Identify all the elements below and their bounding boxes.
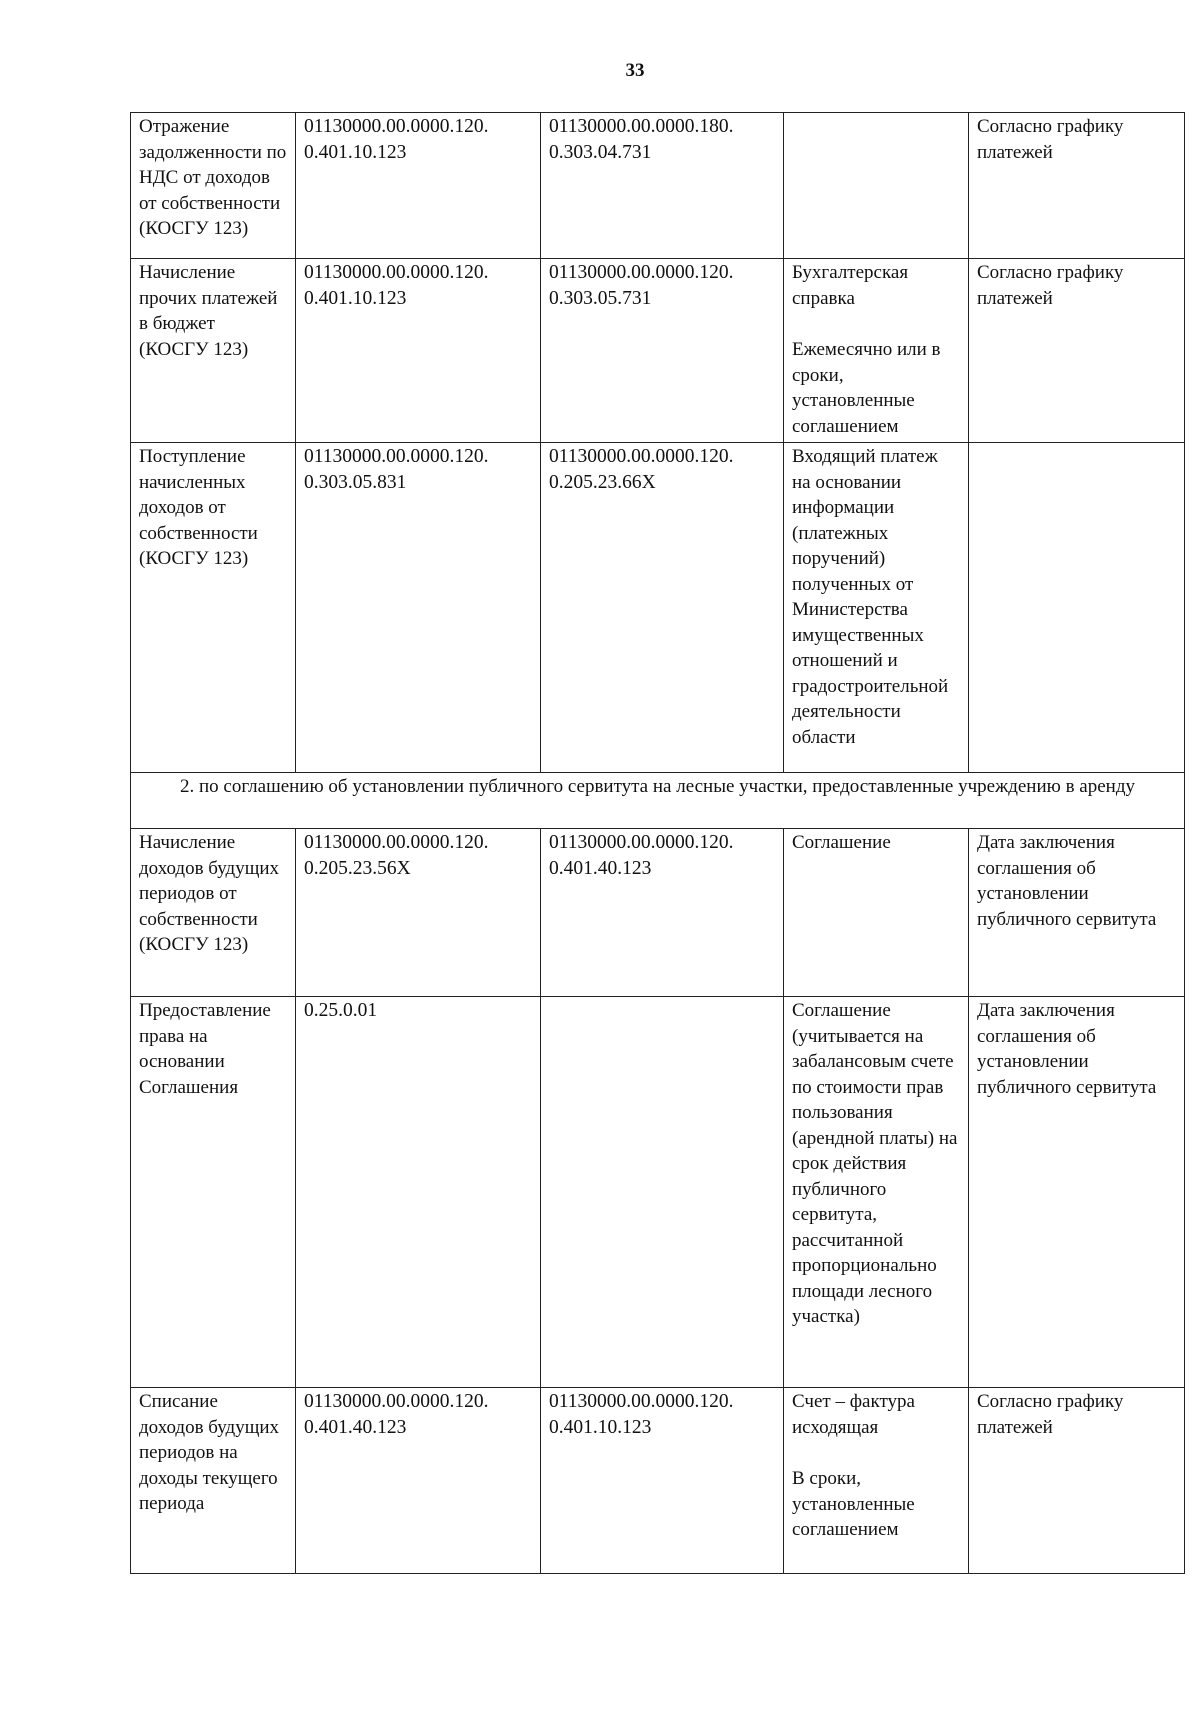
- term-cell: Согласно графику платежей: [969, 259, 1185, 443]
- document-cell: Бухгалтерская справка Ежемесячно или в сроки, установленные соглашением: [784, 259, 969, 443]
- operation-cell: Предоставление права на основании Соглашения: [131, 997, 296, 1388]
- operation-cell: Отражение задолженности по НДС от доходов от собственности (КОСГУ 123): [131, 113, 296, 259]
- document-cell: Счет – фактура исходящая В сроки, установленные соглашением: [784, 1388, 969, 1574]
- debit-account-cell: 01130000.00.0000.120. 0.401.40.123: [296, 1388, 541, 1574]
- table-row: [131, 829, 1185, 997]
- credit-account-cell: 01130000.00.0000.120. 0.205.23.66X: [541, 443, 784, 773]
- credit-account-cell: 01130000.00.0000.120. 0.401.10.123: [541, 1388, 784, 1574]
- credit-account-cell: [541, 997, 784, 1388]
- document-cell: Соглашение (учитывается на забалансовым счете по стоимости прав пользования (арендной платы) на срок действия публичного сервитута, рассчитанной пропорционально площади лесного участка): [784, 997, 969, 1388]
- document-cell: Соглашение: [784, 829, 969, 997]
- debit-account-cell: 01130000.00.0000.120. 0.205.23.56X: [296, 829, 541, 997]
- term-cell: Согласно графику платежей: [969, 113, 1185, 259]
- table-row: [131, 113, 1185, 259]
- debit-account-cell: 01130000.00.0000.120. 0.303.05.831: [296, 443, 541, 773]
- document-cell: [784, 113, 969, 259]
- debit-account-cell: 0.25.0.01: [296, 997, 541, 1388]
- debit-account-cell: 01130000.00.0000.120. 0.401.10.123: [296, 113, 541, 259]
- section-header-row: [131, 773, 1185, 829]
- credit-account-cell: 01130000.00.0000.180. 0.303.04.731: [541, 113, 784, 259]
- page-number: 33: [625, 60, 645, 81]
- credit-account-cell: 01130000.00.0000.120. 0.303.05.731: [541, 259, 784, 443]
- credit-account-cell: 01130000.00.0000.120. 0.401.40.123: [541, 829, 784, 997]
- table-row: [131, 1388, 1185, 1574]
- term-cell: [969, 443, 1185, 773]
- operation-cell: Списание доходов будущих периодов на доходы текущего периода: [131, 1388, 296, 1574]
- operation-cell: Начисление прочих платежей в бюджет (КОСГУ 123): [131, 259, 296, 443]
- table-row: [131, 443, 1185, 773]
- operation-cell: Поступление начисленных доходов от собственности (КОСГУ 123): [131, 443, 296, 773]
- term-cell: Дата заключения соглашения об установлении публичного сервитута: [969, 997, 1185, 1388]
- table-row: [131, 259, 1185, 443]
- section-title: 2. по соглашению об установлении публичного сервитута на лесные участки, предоставленные учреждению в аренду: [131, 773, 1185, 829]
- operation-cell: Начисление доходов будущих периодов от собственности (КОСГУ 123): [131, 829, 296, 997]
- term-cell: Дата заключения соглашения об установлении публичного сервитута: [969, 829, 1185, 997]
- table-row: [131, 997, 1185, 1388]
- document-cell: Входящий платеж на основании информации (платежных поручений) полученных от Министерства имущественных отношений и градостроительной деятельности области: [784, 443, 969, 773]
- accounting-entries-table: [130, 112, 1185, 1574]
- term-cell: Согласно графику платежей: [969, 1388, 1185, 1574]
- debit-account-cell: 01130000.00.0000.120. 0.401.10.123: [296, 259, 541, 443]
